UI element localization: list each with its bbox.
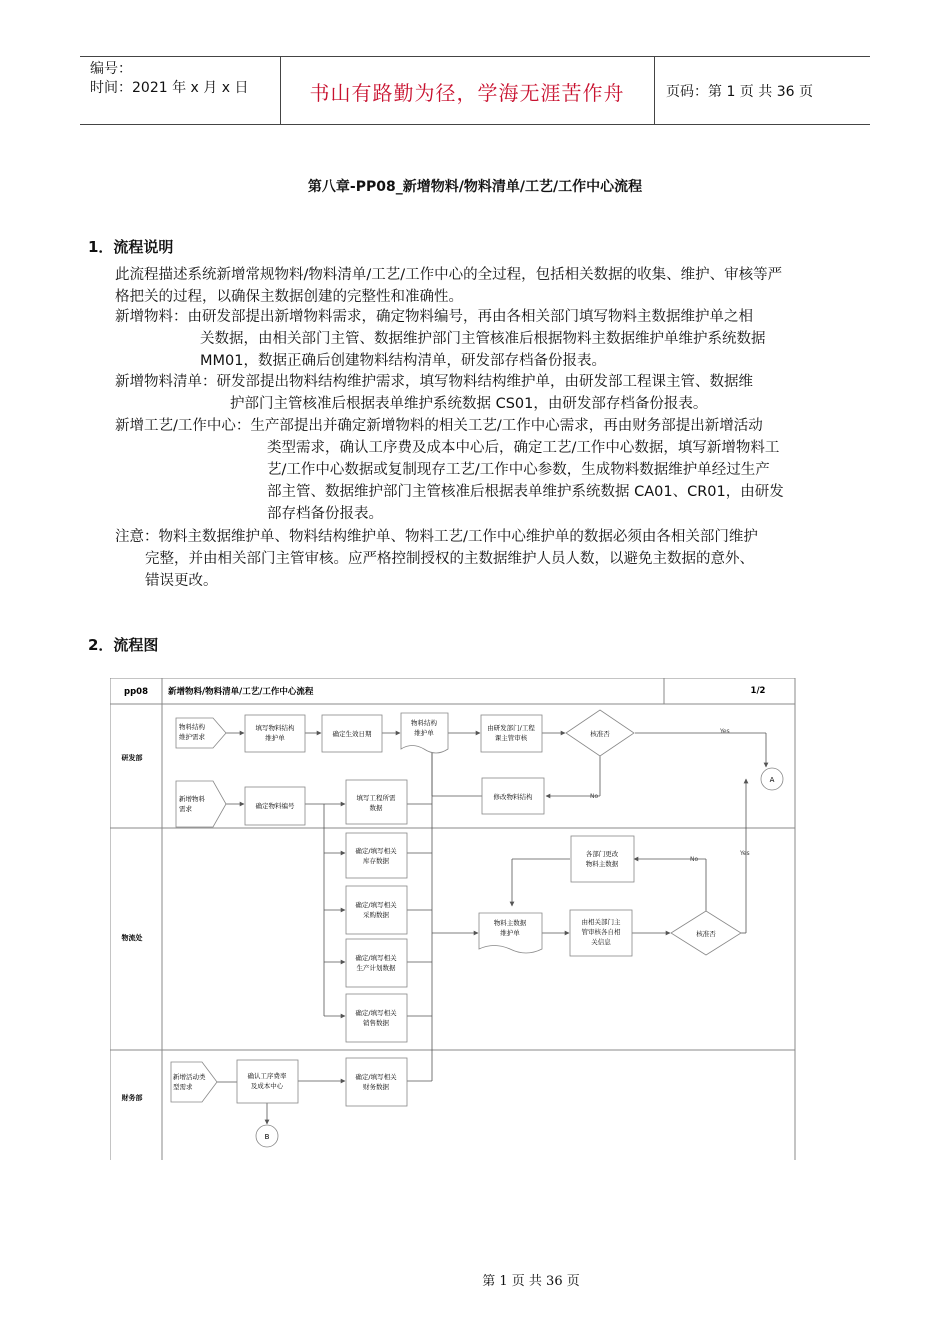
flow-node-fill-purchasing [346,886,407,934]
header-page-info: 页码：第 1 页 共 36 页 [666,84,813,100]
flow-node-label: A [769,776,775,784]
yes-label: Yes [740,850,750,857]
flow-node-label: 确定/填写相关库存数据 [355,847,397,865]
lane-label-logistics: 物流处 [121,934,143,942]
flow-node-label: B [264,1133,270,1141]
flow-node-label: 新增活动类型需求 [173,1073,206,1091]
flowchart-title: 新增物料/物料清单/工艺/工作中心流程 [168,687,314,697]
flow-node-label: 填写物料结构维护单 [255,724,295,742]
paragraph-line: MM01，数据正确后创建物料结构清单，研发部存档备份报表。 [200,353,606,369]
paragraph-line: 护部门主管核准后根据表单维护系统数据 CS01，由研发部存档备份报表。 [230,396,708,412]
flow-node-fill-sales [346,994,407,1042]
paragraph-line: 格把关的过程，以确保主数据创建的完整性和准确性。 [115,289,463,305]
no-label: No [690,856,699,863]
flow-node-label: 确定/填写相关财务数据 [355,1073,397,1091]
header-divider [654,57,655,124]
flow-node-label: 由研发部门/工程课主管审核 [487,724,535,742]
flow-node-dept-modify [571,836,634,882]
header-motto: 书山有路勤为径，学海无涯苦作舟 [309,81,625,105]
paragraph-line: 类型需求，确认工序费及成本中心后，确定工艺/工作中心数据，填写新增物料工 [267,440,780,456]
paragraph-new-material [115,306,766,372]
page-footer: 第 1 页 共 36 页 [482,1274,580,1289]
paragraph-line: 部主管、数据维护部门主管核准后根据表单维护系统数据 CA01、CR01，由研发 [267,484,784,500]
process-flowchart [110,678,800,1162]
paragraph-line: 完整，并由相关部门主管审核。应严格控制授权的主数据维护人员人数，以避免主数据的意外、 [145,551,754,567]
paragraph-line: 新增工艺/工作中心：生产部提出并确定新增物料的相关工艺/工作中心需求，再由财务部提出新增活动 [115,418,763,434]
flow-node-label: 确定物料编号 [255,802,295,810]
header-meta [90,60,248,98]
lane-label-rd: 研发部 [121,754,143,762]
no-label: No [590,793,599,800]
flow-node-new-activity-request [171,1062,217,1102]
paragraph-line: 艺/工作中心数据或复制现存工艺/工作中心参数，生成物料数据维护单经过生产 [267,462,770,478]
flow-node-label: 填写工程所需数据 [356,794,396,812]
paragraph-line: 注意：物料主数据维护单、物料结构维护单、物料工艺/工作中心维护单的数据必须由各相关部门维护 [115,529,758,545]
flow-node-fill-finance [346,1058,407,1106]
flow-node-label: 物料结构维护单 [411,719,437,737]
paragraph-line: 新增物料：由研发部提出新增物料需求，确定物料编号，再由各相关部门填写物料主数据维护单之相 [115,309,753,325]
flow-node-label: 各部门更改物料主数据 [585,850,619,868]
paragraph-line: 部存档备份报表。 [267,506,383,522]
flow-node-label: 新增物料需求 [179,795,205,813]
flow-node-label: 核准否 [696,930,716,938]
flow-node-label: 修改物料结构 [493,793,533,801]
flow-node-fill-engineering [346,780,407,824]
document-title: 第八章-PP08_新增物料/物料清单/工艺/工作中心流程 [307,179,643,195]
flow-node-new-material-request [176,781,226,827]
lane-label-finance: 财务部 [121,1094,143,1102]
flow-node-label: 确定/填写相关采购数据 [355,901,397,919]
flow-node-label: 物料主数据维护单 [493,919,527,937]
paragraph-line: 此流程描述系统新增常规物料/物料清单/工艺/工作中心的全过程，包括相关数据的收集、维护、审核等严 [115,267,783,283]
paragraph-line: 错误更改。 [145,573,218,589]
flowchart-code: pp08 [124,687,148,697]
flow-node-label: 确定/填写相关销售数据 [355,1009,397,1027]
paragraph-new-bom [115,371,753,415]
section-heading-process-description: 1．流程说明 [88,238,174,256]
flow-node-label: 确认工序费率及成本中心 [247,1072,287,1090]
yes-label: Yes [720,728,730,735]
paragraph-intro [115,264,782,308]
paragraph-note [115,526,758,592]
flow-node-label: 由相关部门主管审核各自相关信息 [581,918,621,946]
flow-node-label: 物料结构维护需求 [179,723,205,741]
document-number-label: 编号： [90,61,132,77]
flowchart-page: 1/2 [750,686,766,696]
flow-node-label: 核准否 [590,730,610,738]
paragraph-new-routing [115,415,784,525]
section-heading-flowchart: 2．流程图 [88,636,159,654]
document-date: 时间：2021 年 x 月 x 日 [90,80,249,96]
flow-node-label: 确定生效日期 [332,730,372,738]
paragraph-line: 关数据，由相关部门主管、数据维护部门主管核准后根据物料主数据维护单维护系统数据 [200,331,766,347]
flow-node-fill-inventory [346,833,407,878]
flow-node-label: 确定/填写相关生产计划数据 [355,954,397,972]
page-header [80,56,870,125]
paragraph-line: 新增物料清单：研发部提出物料结构维护需求，填写物料结构维护单，由研发部工程课主管、数据维 [115,374,753,390]
header-divider [280,57,281,124]
flow-node-fill-planning [346,939,407,987]
